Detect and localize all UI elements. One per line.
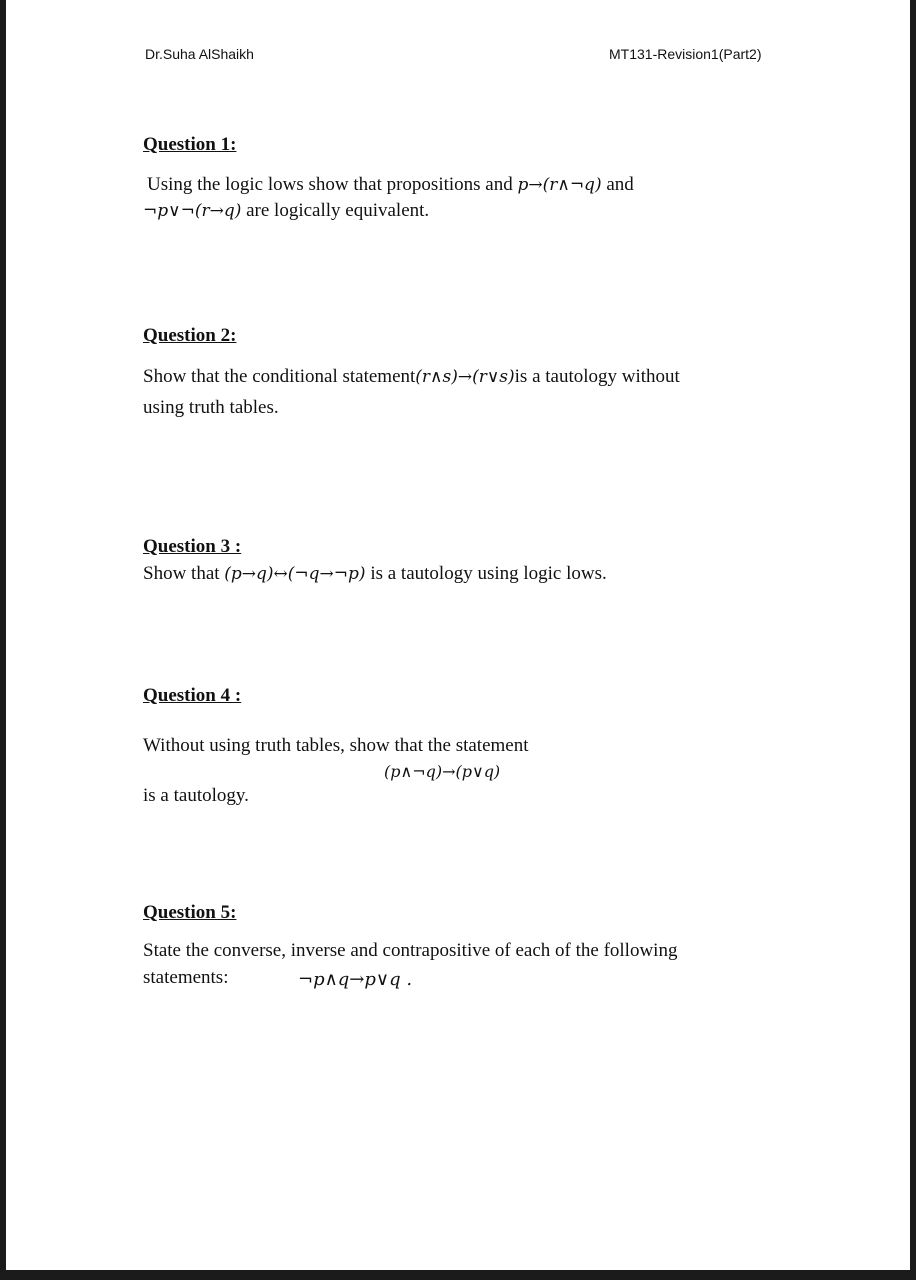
question-5-line-1: State the converse, inverse and contrapositive of each of the following <box>143 940 678 961</box>
question-5-formula: ¬p∧q→p∨q . <box>298 969 413 990</box>
question-2-line-2: using truth tables. <box>143 397 279 418</box>
question-5-line-2: statements: <box>143 967 229 988</box>
question-1-proposition-a: p→(r∧¬q) <box>517 175 602 195</box>
question-2-line-1 <box>143 366 680 388</box>
question-1-text: Using the logic lows show that propositions and <box>147 174 513 195</box>
document-page <box>6 0 910 1270</box>
question-3-line-1 <box>143 563 607 585</box>
question-1-conclusion: are logically equivalent. <box>246 200 430 221</box>
question-3-text: Show that <box>143 563 220 584</box>
question-4-line-1: Without using truth tables, show that the statement <box>143 735 529 756</box>
question-1-line-1 <box>147 174 634 196</box>
question-4-formula: (p∧¬q)→(p∨q) <box>384 762 501 781</box>
question-2-text: Show that the conditional statement <box>143 366 416 387</box>
question-1-line-2 <box>143 200 429 222</box>
question-4-line-2: is a tautology. <box>143 785 249 806</box>
question-1-proposition-b: ¬p∨¬(r→q) <box>143 201 242 221</box>
header-course: MT131-Revision1(Part2) <box>609 46 762 62</box>
header-author: Dr.Suha AlShaikh <box>145 46 254 62</box>
question-2-formula: (r∧s)→(r∨s) <box>415 367 515 387</box>
question-2-end: is a tautology without <box>514 366 680 387</box>
question-1-title: Question 1: <box>143 134 237 155</box>
question-1-and: and <box>606 174 634 195</box>
question-3-end: is a tautology using logic lows. <box>370 563 607 584</box>
question-2-title: Question 2: <box>143 325 237 346</box>
question-5-title: Question 5: <box>143 902 237 923</box>
question-3-title: Question 3 : <box>143 536 242 557</box>
question-4-title: Question 4 : <box>143 685 242 706</box>
question-3-formula: (p→q)↔(¬q→¬p) <box>224 564 366 584</box>
